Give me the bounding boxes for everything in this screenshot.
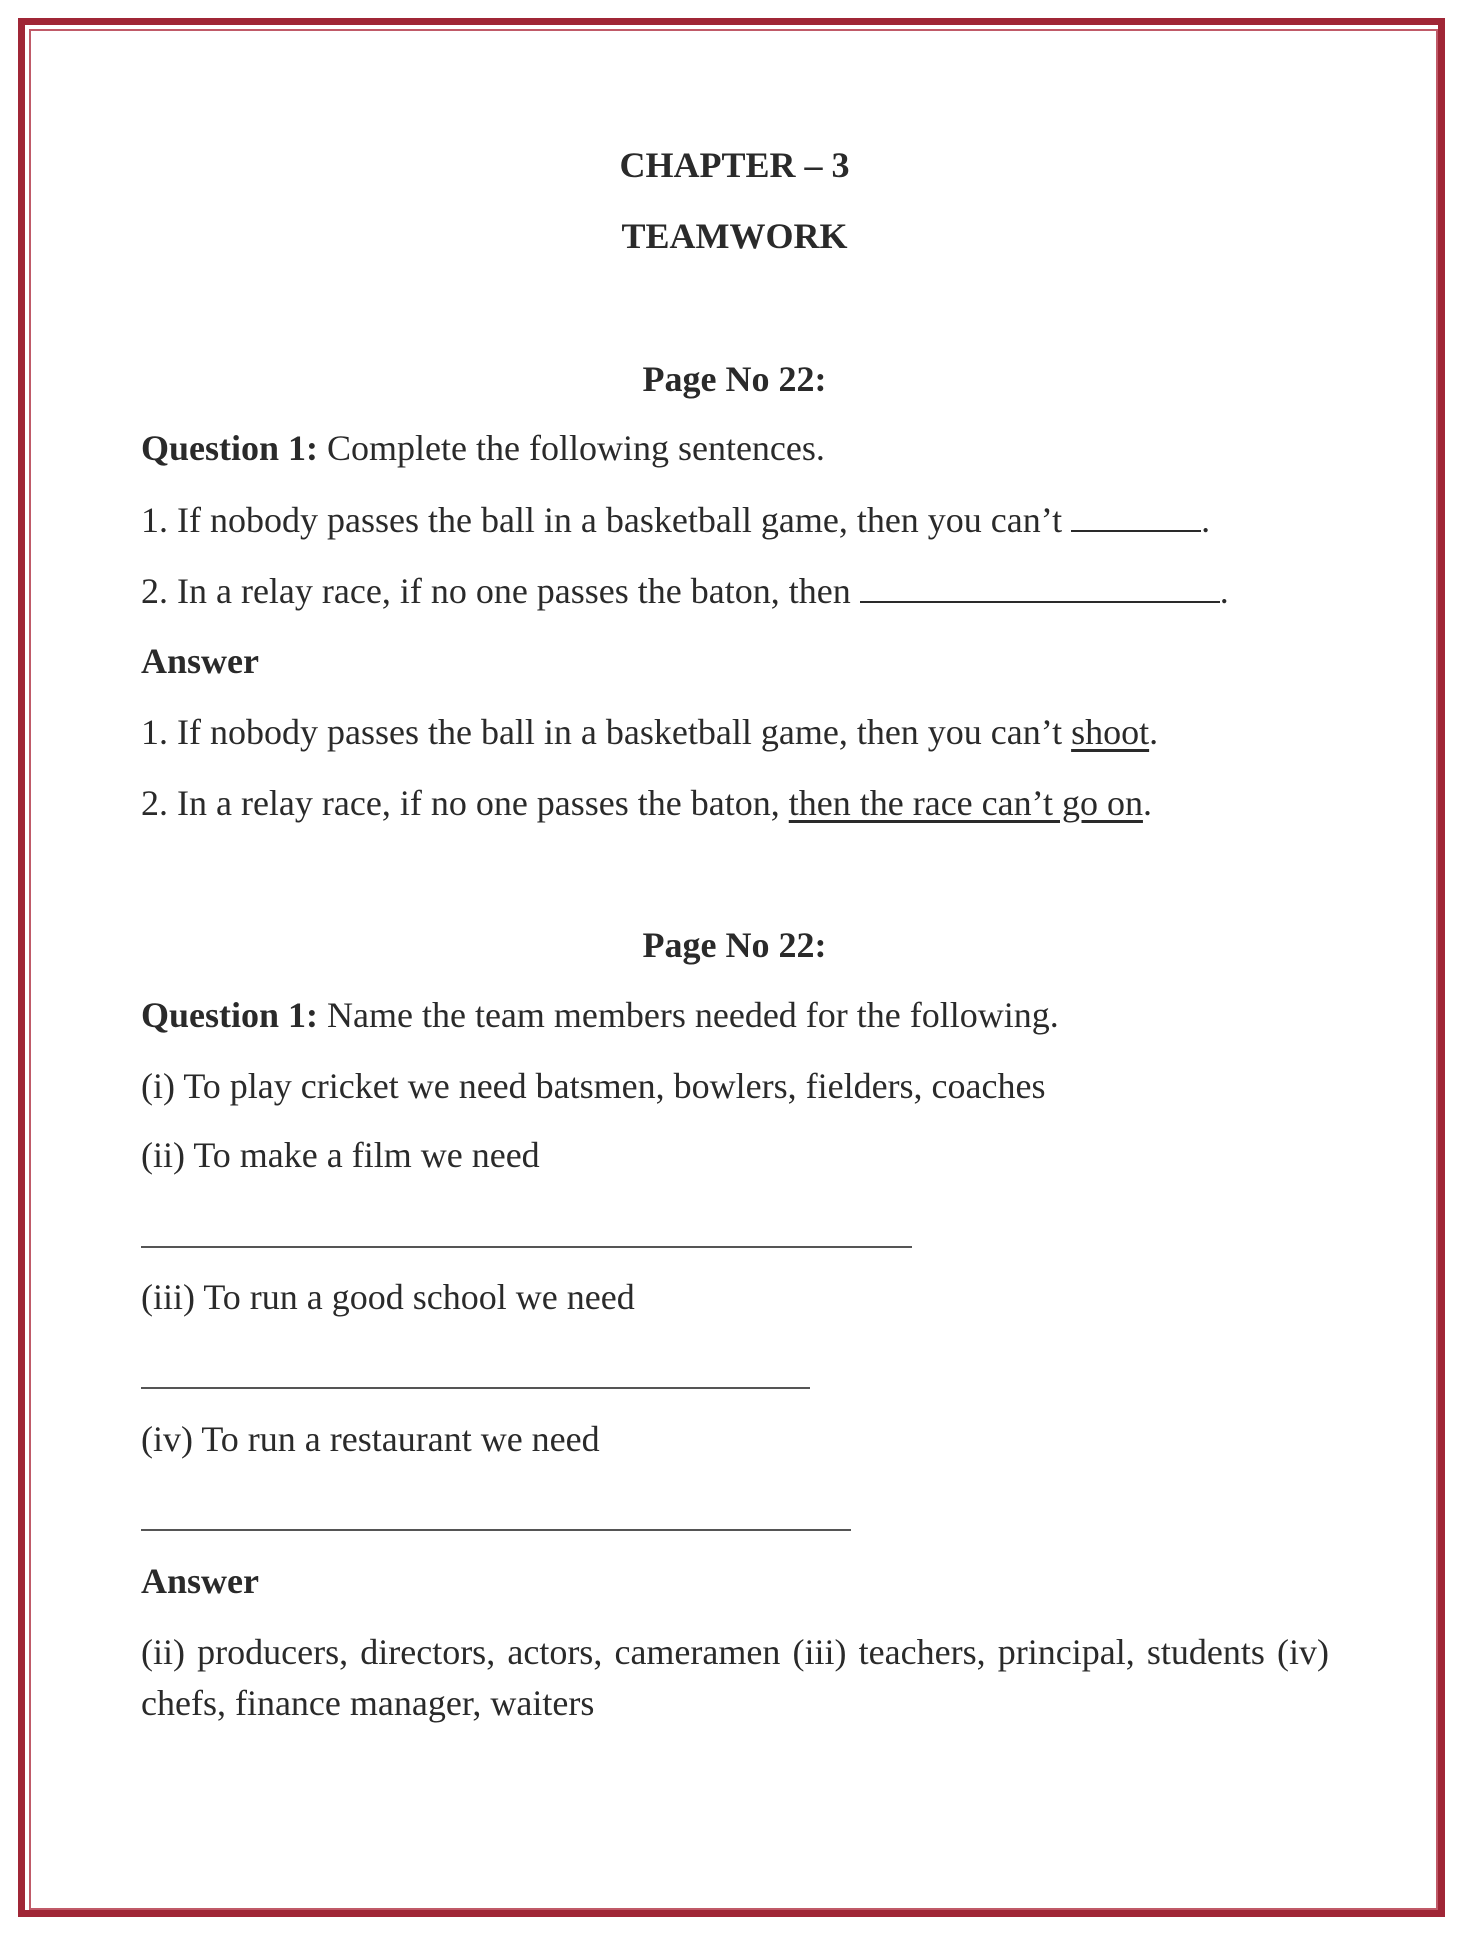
answer-prefix: 2. In a relay race, if no one passes the baton,	[141, 783, 789, 823]
answer-label: Answer	[141, 1561, 259, 1601]
chapter-title: TEAMWORK	[621, 216, 848, 256]
question-item: 1. If nobody passes the ball in a basketball game, then you can’t .	[141, 500, 1211, 540]
answer-item	[141, 710, 1158, 754]
page-label: Page No 22:	[642, 925, 827, 965]
question-item: (ii) To make a film we need	[141, 1135, 540, 1175]
question-heading	[141, 426, 825, 470]
answer-suffix: .	[1149, 712, 1159, 752]
question-label: Question 1:	[141, 995, 319, 1035]
question-text: Name the team members needed for the following.	[327, 995, 1059, 1035]
question-heading	[141, 993, 1059, 1037]
item-text: 2. In a relay race, if no one passes the baton, then	[141, 571, 851, 611]
fill-blank	[860, 571, 1220, 603]
answer-blank-line	[141, 1246, 912, 1248]
answer-fill: shoot	[1071, 712, 1150, 752]
answer-prefix: 1. If nobody passes the ball in a basketball game, then you can’t	[141, 712, 1072, 752]
chapter-number: CHAPTER – 3	[619, 145, 850, 185]
answer-suffix: .	[1142, 783, 1152, 823]
answer-item	[141, 781, 1152, 825]
answer-fill: then the race can’t go on	[788, 783, 1143, 823]
question-label: Question 1:	[141, 428, 319, 468]
fill-blank	[1071, 500, 1201, 532]
question-item: 2. In a relay race, if no one passes the baton, then .	[141, 571, 1229, 611]
question-item: (iv) To run a restaurant we need	[141, 1419, 600, 1459]
question-text: Complete the following sentences.	[327, 428, 825, 468]
question-item: (i) To play cricket we need batsmen, bowlers, fielders, coaches	[141, 1066, 1046, 1106]
answer-blank-line	[141, 1387, 810, 1389]
answer-paragraph: (ii) producers, directors, actors, cameramen (iii) teachers, principal, students (iv) chefs, finance manager, waiters	[141, 1632, 1329, 1723]
question-item: (iii) To run a good school we need	[141, 1277, 635, 1317]
answer-blank-line	[141, 1529, 851, 1531]
item-text: 1. If nobody passes the ball in a basketball game, then you can’t	[141, 500, 1063, 540]
page-label: Page No 22:	[642, 359, 827, 399]
answer-label: Answer	[141, 641, 259, 681]
